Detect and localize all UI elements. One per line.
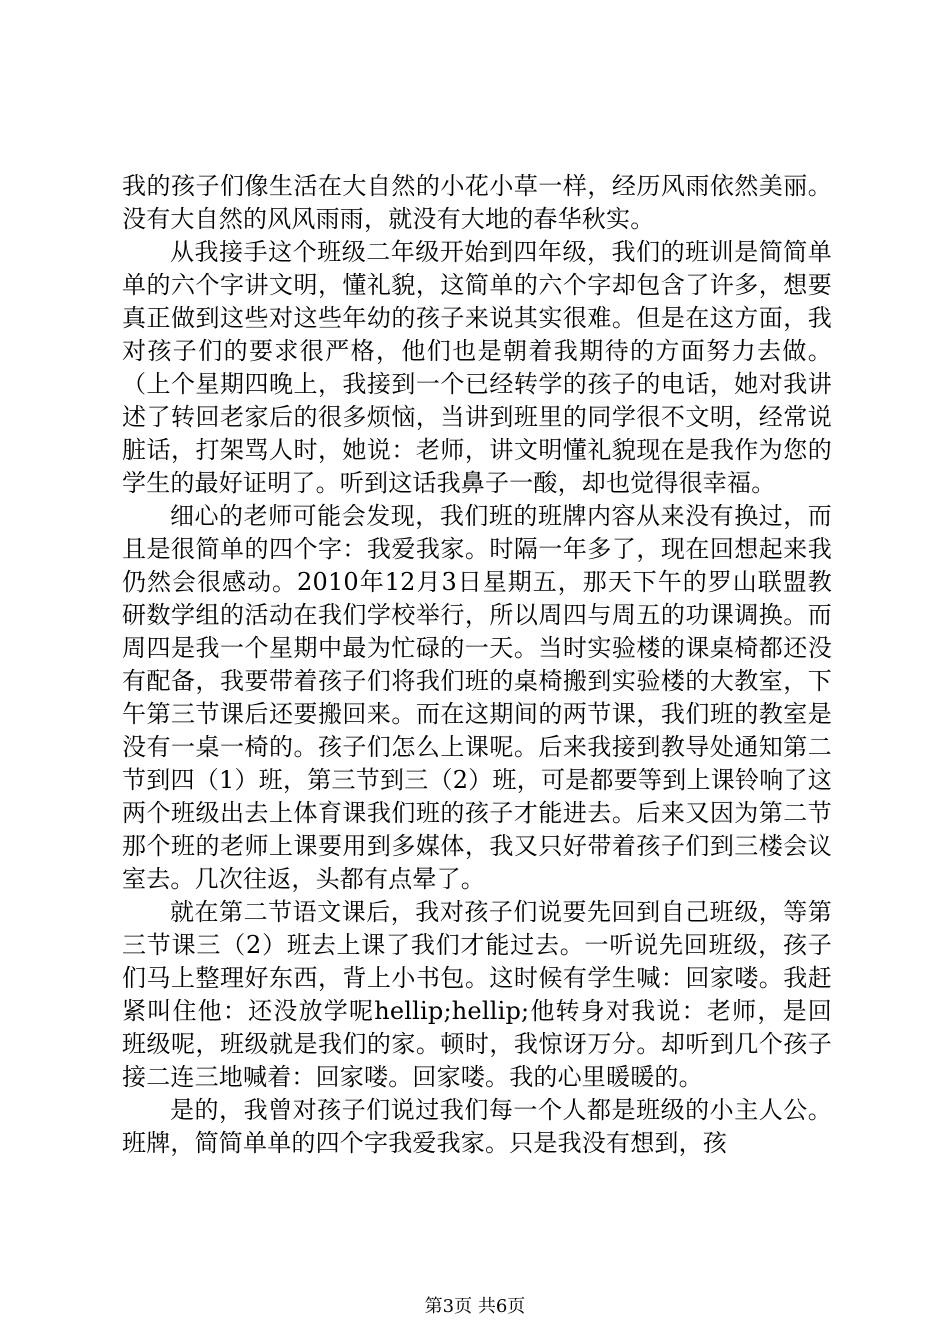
paragraph-1: 我的孩子们像生活在大自然的小花小草一样，经历风雨依然美丽。没有大自然的风风雨雨，就没有大地的春华秋实。	[122, 172, 832, 233]
paragraph-3: 细心的老师可能会发现，我们班的班牌内容从来没有换过，而且是很简单的四个字：我爱我家。时隔一年多了，现在回想起来我仍然会很感动。2010年12月3日星期五，那天下午的罗山联盟教研数学组的活动在我们学校举行，所以周四与周五的功课调换。而周四是我一个星期中最为忙碌的一天。当时实验楼的课桌椅都还没有配备，我要带着孩子们将我们班的桌椅搬到实验楼的大教室，下午第三节课后还要搬回来。而在这期间的两节课，我们班的教室是没有一桌一椅的。孩子们怎么上课呢。后来我接到教导处通知第二节到四（1）班，第三节到三（2）班，可是都要等到上课铃响了这两个班级出去上体育课我们班的孩子才能进去。后来又因为第二节那个班的老师上课要用到多媒体，我又只好带着孩子们到三楼会议室去。几次往返，头都有点晕了。	[122, 502, 832, 893]
page-footer: 第3页 共6页	[424, 1296, 526, 1317]
paragraph-5: 是的，我曾对孩子们说过我们每一个人都是班级的小主人公。班牌，简简单单的四个字我爱我家。只是我没有想到，孩	[122, 1096, 832, 1157]
document-body	[122, 170, 832, 1160]
paragraph-2: 从我接手这个班级二年级开始到四年级，我们的班训是简简单单的六个字讲文明，懂礼貌，这简单的六个字却包含了许多，想要真正做到这些对这些年幼的孩子来说其实很难。但是在这方面，我对孩子们的要求很严格，他们也是朝着我期待的方面努力去做。（上个星期四晚上，我接到一个已经转学的孩子的电话，她对我讲述了转回老家后的很多烦恼，当讲到班里的同学很不文明，经常说脏话，打架骂人时，她说：老师，讲文明懂礼貌现在是我作为您的学生的最好证明了。听到这话我鼻子一酸，却也觉得很幸福。	[122, 238, 832, 497]
paragraph-4: 就在第二节语文课后，我对孩子们说要先回到自己班级，等第三节课三（2）班去上课了我们才能过去。一听说先回班级，孩子们马上整理好东西，背上小书包。这时候有学生喊：回家喽。我赶紧叫住他：还没放学呢hellip;hellip;他转身对我说：老师，是回班级呢，班级就是我们的家。顿时，我惊讶万分。却听到几个孩子接二连三地喊着：回家喽。回家喽。我的心里暖暖的。	[122, 898, 832, 1091]
